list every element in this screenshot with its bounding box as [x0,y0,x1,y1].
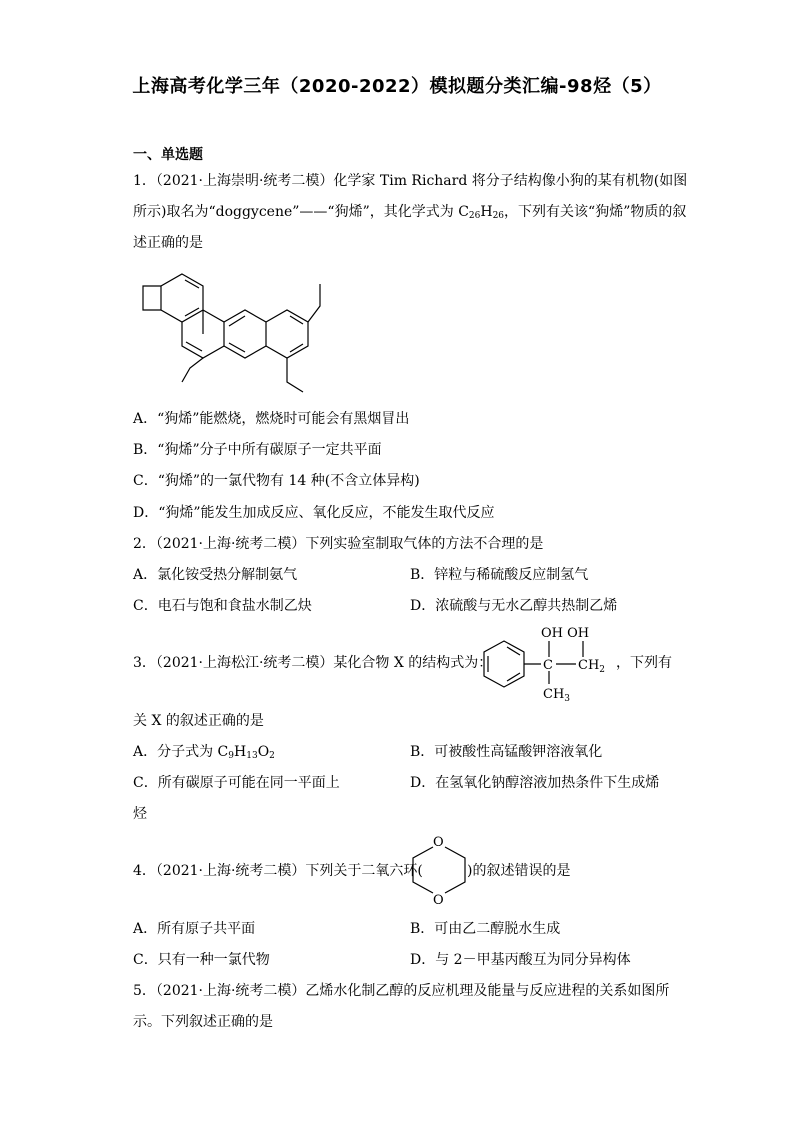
compound-x-structure [478,620,618,706]
q4-stem-pre: 4．（2021·上海·统考二模）下列关于二氧六环( [133,863,423,879]
q1-option-a: A．“狗烯”能燃烧，燃烧时可能会有黑烟冒出 [133,411,410,427]
q4-option-a: A．所有原子共平面 [133,921,256,937]
q3-stem-pre: 3．（2021·上海松江·统考二模）某化合物 X 的结构式为： [133,655,493,671]
q2-option-b: B．锌粒与稀硫酸反应制氢气 [410,567,589,583]
oxygen-top: O [433,835,444,850]
q2-option-c: C．电石与饱和食盐水制乙炔 [133,598,312,614]
oxygen-bottom: O [433,893,444,908]
q3-stem-line2: 关 X 的叙述正确的是 [133,713,264,729]
q5-stem-line2: 示。下列叙述正确的是 [133,1014,273,1030]
q4-option-b: B．可由乙二醇脱水生成 [410,921,561,937]
q3-option-d-continued: 烃 [133,806,147,822]
section-heading: 一、单选题 [133,147,203,163]
q1-stem-line1: 1．（2021·上海崇明·统考二模）化学家 Tim Richard 将分子结构像小狗的某有机物(如图 [133,173,688,189]
doggycene-structure [135,268,335,398]
q3-option-a: A．分子式为 $C_9H_{13}O_2$ [133,744,275,761]
hydroxyl-labels: OH OH [541,626,590,641]
q3-option-b: B．可被酸性高锰酸钾溶液氧化 [410,744,603,760]
q1-option-c: C．“狗烯”的一氯代物有 14 种(不含立体异构) [133,473,420,489]
ch3-label: $CH_3$ [543,687,571,704]
q1-stem-line2: 所示)取名为“doggycene”——“狗烯”，其化学式为 $C_{26}H_{26}$，下列有关该“狗烯”物质的叙 [133,204,687,221]
q1-stem-line3: 述正确的是 [133,235,203,251]
q5-stem-line1: 5．（2021·上海·统考二模）乙烯水化制乙醇的反应机理及能量与反应进程的关系如图所 [133,983,670,999]
q3-stem-post: ，下列有 [616,655,672,671]
dioxane-structure [408,830,472,910]
q2-option-d: D．浓硫酸与无水乙醇共热制乙烯 [410,598,618,614]
document-title: 上海高考化学三年（2020-2022）模拟题分类汇编-98烃（5） [132,76,662,97]
q2-stem: 2．（2021·上海·统考二模）下列实验室制取气体的方法不合理的是 [133,536,544,552]
q2-option-a: A．氯化铵受热分解制氨气 [133,567,298,583]
q3-option-d: D．在氢氧化钠醇溶液加热条件下生成烯 [410,775,660,791]
q3-option-c: C．所有碳原子可能在同一平面上 [133,775,340,791]
q1-option-d: D．“狗烯”能发生加成反应、氧化反应，不能发生取代反应 [133,505,495,521]
q4-option-d: D．与 2－甲基丙酸互为同分异构体 [410,952,631,968]
q1-option-b: B．“狗烯”分子中所有碳原子一定共平面 [133,442,382,458]
q4-stem-post: )的叙述错误的是 [467,863,571,879]
q4-option-c: C．只有一种一氯代物 [133,952,270,968]
ch2-label: $CH_2$ [578,658,606,675]
central-carbon-label: C [543,658,553,673]
